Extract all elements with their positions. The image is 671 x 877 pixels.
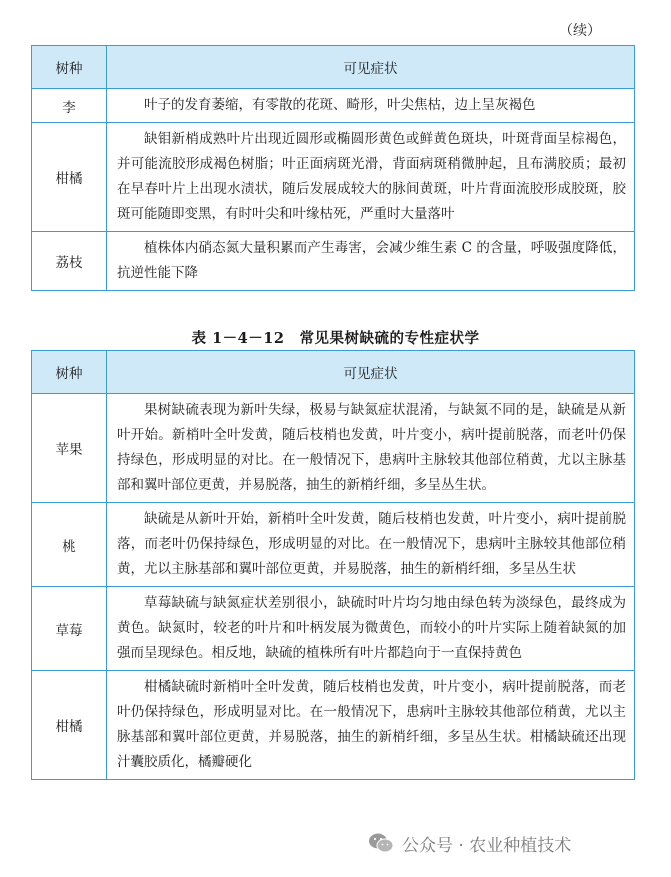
- continued-label: （续）: [559, 23, 601, 39]
- symptoms-cell: 叶子的发育萎缩，有零散的花斑、畸形，叶尖焦枯，边上呈灰褐色: [107, 89, 635, 123]
- header-species: 树种: [32, 351, 107, 394]
- symptoms-cell: 草莓缺硫与缺氮症状差别很小，缺硫时叶片均匀地由绿色转为淡绿色，最终成为黄色。缺氮时，较老的叶片和叶柄发展为微黄色，而较小的叶片实际上随着缺氮的加强而呈现绿色。相反地，缺硫的植株所有叶片都趋向于一直保持黄色: [107, 587, 635, 671]
- symptoms-cell: 缺硫是从新叶开始，新梢叶全叶发黄，随后枝梢也发黄，叶片变小，病叶提前脱落，而老叶仍保持绿色，形成明显的对比。在一般情况下，患病叶主脉较其他部位稍黄，尤以主脉基部和翼叶部位更黄，并易脱落，抽生的新梢纤细，多呈丛生状: [107, 503, 635, 587]
- table-2: [31, 350, 635, 780]
- header-symptoms: 可见症状: [107, 46, 635, 89]
- table-row: [32, 394, 635, 503]
- header-species: 树种: [32, 46, 107, 89]
- symptoms-cell: 果树缺硫表现为新叶失绿，极易与缺氮症状混淆，与缺氮不同的是，缺硫是从新叶开始。新梢叶全叶发黄，随后枝梢也发黄，叶片变小，病叶提前脱落，而老叶仍保持绿色，形成明显的对比。在一般情况下，患病叶主脉较其他部位稍黄，尤以主脉基部和翼叶部位更黄，并易脱落，抽生的新梢纤细，多呈丛生状。: [107, 394, 635, 503]
- table-row: [32, 587, 635, 671]
- wechat-icon: [368, 832, 394, 854]
- table-header: [32, 46, 635, 89]
- table-row: [32, 123, 635, 232]
- table-row: [32, 232, 635, 291]
- species-cell: 荔枝: [32, 232, 107, 291]
- species-cell: 李: [32, 89, 107, 123]
- watermark: [368, 828, 658, 858]
- species-cell: 草莓: [32, 587, 107, 671]
- header-symptoms: 可见症状: [107, 351, 635, 394]
- table-2-title: 表 1－4－12 常见果树缺硫的专性症状学: [191, 330, 480, 347]
- table-1: [31, 45, 635, 291]
- table-row: [32, 89, 635, 123]
- table-row: [32, 671, 635, 780]
- symptoms-cell: 植株体内硝态氮大量积累而产生毒害，会减少维生素 C 的含量，呼吸强度降低，抗逆性能下降: [107, 232, 635, 291]
- symptoms-cell: 缺钼新梢成熟叶片出现近圆形或椭圆形黄色或鲜黄色斑块，叶斑背面呈棕褐色，并可能流胶形成褐色树脂；叶正面病斑光滑，背面病斑稍微肿起，且布满胶质；最初在早春叶片上出现水渍状，随后发展成较大的脉间黄斑，叶片背面流胶形成胶斑，胶斑可能随即变黑，有时叶尖和叶缘枯死，严重时大量落叶: [107, 123, 635, 232]
- species-cell: 柑橘: [32, 123, 107, 232]
- symptoms-cell: 柑橘缺硫时新梢叶全叶发黄，随后枝梢也发黄，叶片变小，病叶提前脱落，而老叶仍保持绿色，形成明显对比。在一般情况下，患病叶主脉较其他部位稍黄，尤以主脉基部和翼叶部位更黄，并易脱落，抽生的新梢纤细，多呈丛生状。柑橘缺硫还出现汁囊胶质化，橘瓣硬化: [107, 671, 635, 780]
- species-cell: 桃: [32, 503, 107, 587]
- table-header: [32, 351, 635, 394]
- species-cell: 苹果: [32, 394, 107, 503]
- watermark-text: 公众号 · 农业种植技术: [402, 835, 572, 856]
- species-cell: 柑橘: [32, 671, 107, 780]
- table-row: [32, 503, 635, 587]
